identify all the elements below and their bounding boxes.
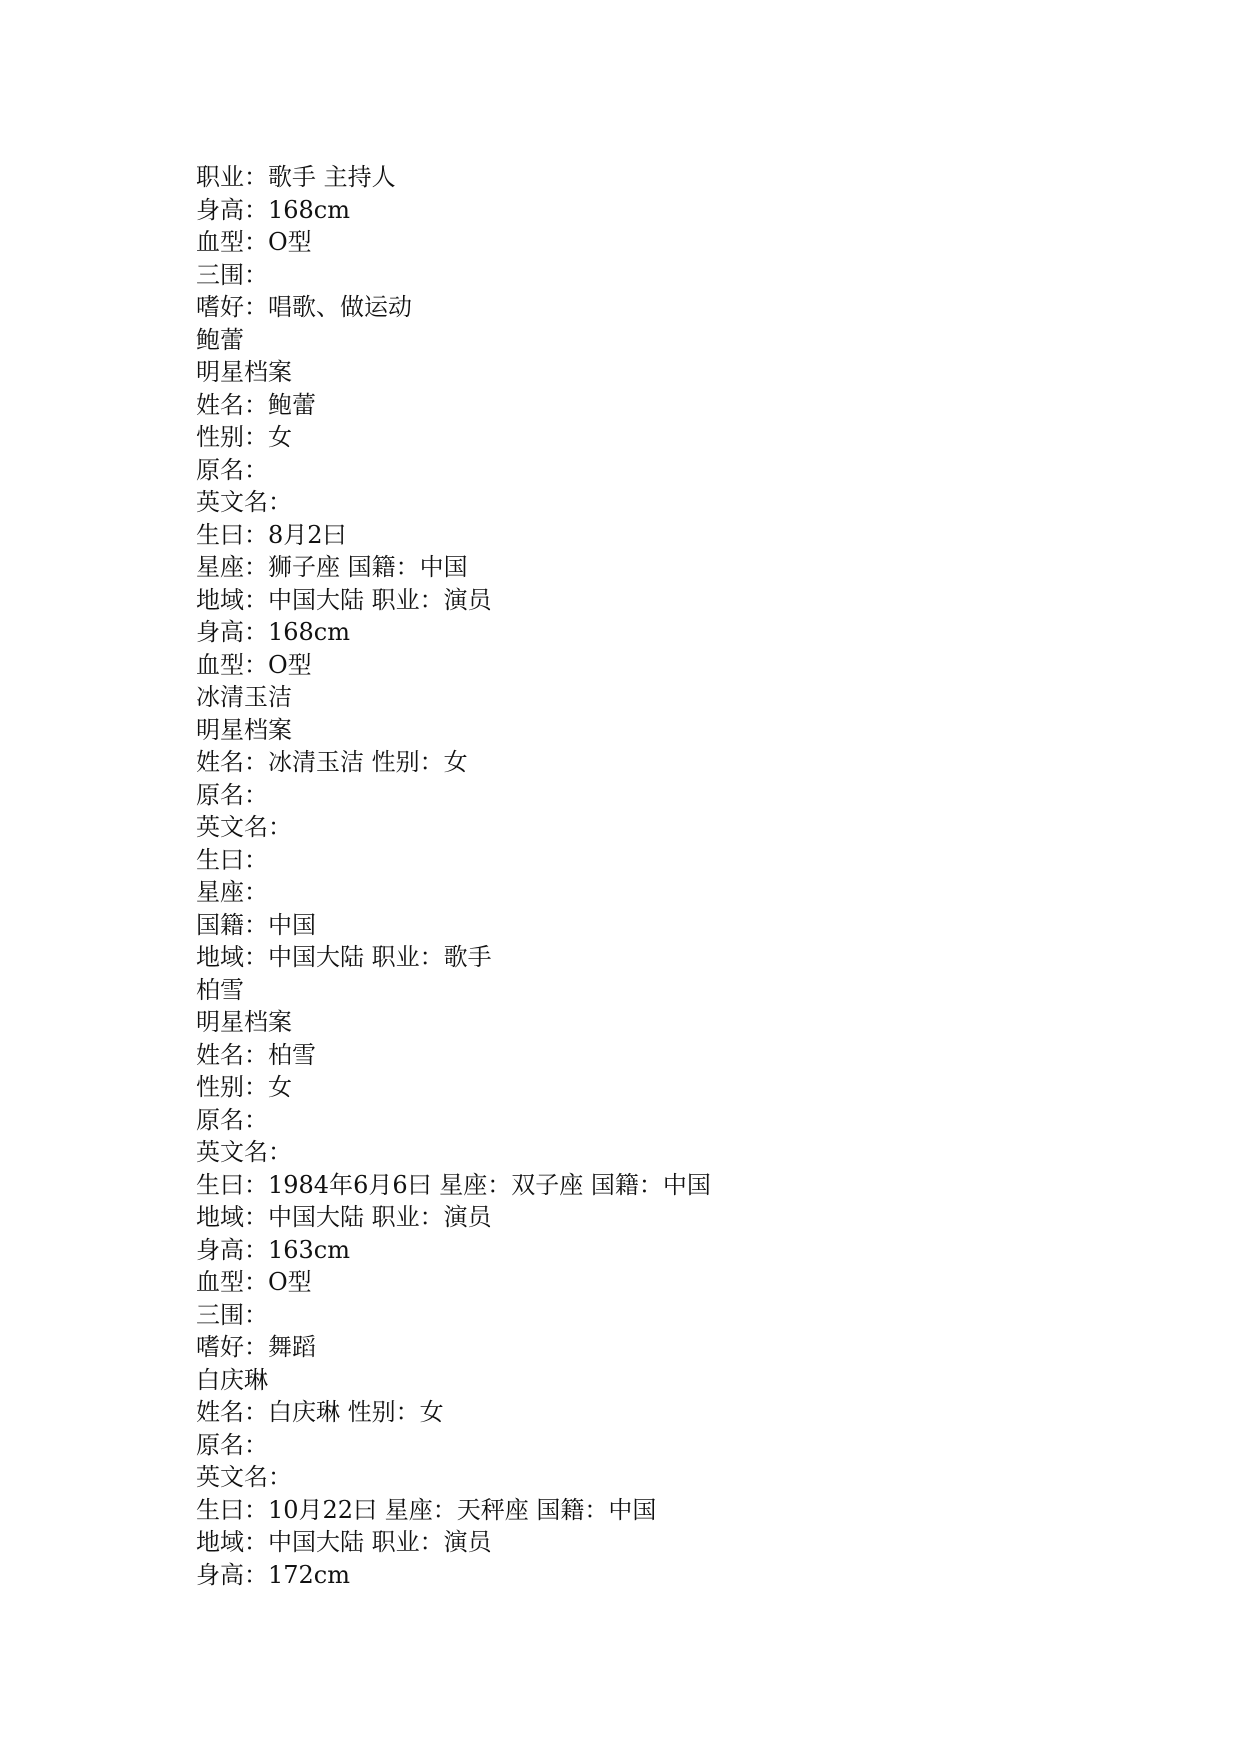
text-line: 性别：女 xyxy=(196,1073,292,1101)
text-line: 英文名： xyxy=(196,488,292,516)
text-line: 嗜好：唱歌、做运动 xyxy=(196,293,412,321)
text-line: 地域：中国大陆 职业：演员 xyxy=(196,585,492,614)
text-line: 姓名：冰清玉洁 性别：女 xyxy=(196,748,468,776)
text-line: 身高：163cm xyxy=(196,1235,351,1264)
text-line: 英文名： xyxy=(196,813,292,841)
text-line: 柏雪 xyxy=(196,975,244,1004)
text-line: 职业：歌手 主持人 xyxy=(196,163,396,191)
text-line: 原名： xyxy=(196,455,268,484)
text-line: 血型：O型 xyxy=(196,650,312,679)
text-line: 血型：O型 xyxy=(196,1268,312,1296)
text-line: 三围： xyxy=(196,1300,268,1329)
text-line: 地域：中国大陆 职业：演员 xyxy=(196,1528,492,1556)
text-line: 星座：狮子座 国籍：中国 xyxy=(196,553,468,581)
text-line: 明星档案 xyxy=(196,715,292,744)
text-line: 生曰： xyxy=(196,845,268,874)
text-line: 生曰：10月22曰 星座：天秤座 国籍：中国 xyxy=(196,1495,657,1524)
text-line: 三围： xyxy=(196,260,268,289)
text-line: 国籍：中国 xyxy=(196,910,316,939)
text-line: 姓名：鲍蕾 xyxy=(196,390,316,419)
text-line: 原名： xyxy=(196,1430,268,1459)
text-line: 原名： xyxy=(196,780,268,809)
text-line: 白庆琳 xyxy=(196,1365,268,1394)
document-body xyxy=(196,161,1096,1591)
text-line: 冰清玉洁 xyxy=(196,683,292,711)
text-line: 生曰：1984年6月6曰 星座：双子座 国籍：中国 xyxy=(196,1170,711,1199)
text-line: 身高：168cm xyxy=(196,618,351,646)
text-line: 英文名： xyxy=(196,1138,292,1166)
text-line: 地域：中国大陆 职业：演员 xyxy=(196,1203,492,1231)
text-line: 鲍蕾 xyxy=(196,325,244,354)
text-line: 血型：O型 xyxy=(196,228,312,256)
text-line: 身高：172cm xyxy=(196,1560,351,1589)
text-line: 嗜好：舞蹈 xyxy=(196,1333,316,1361)
text-line: 星座： xyxy=(196,878,268,906)
text-line: 身高：168cm xyxy=(196,195,351,224)
text-line: 姓名：柏雪 xyxy=(196,1040,316,1069)
text-line: 姓名：白庆琳 性别：女 xyxy=(196,1398,444,1426)
text-line: 明星档案 xyxy=(196,358,292,386)
text-line: 生曰：8月2曰 xyxy=(196,520,347,549)
text-line: 性别：女 xyxy=(196,423,292,451)
text-line: 地域：中国大陆 职业：歌手 xyxy=(196,943,492,971)
text-line: 明星档案 xyxy=(196,1008,292,1036)
text-line: 英文名： xyxy=(196,1463,292,1491)
text-line: 原名： xyxy=(196,1105,268,1134)
